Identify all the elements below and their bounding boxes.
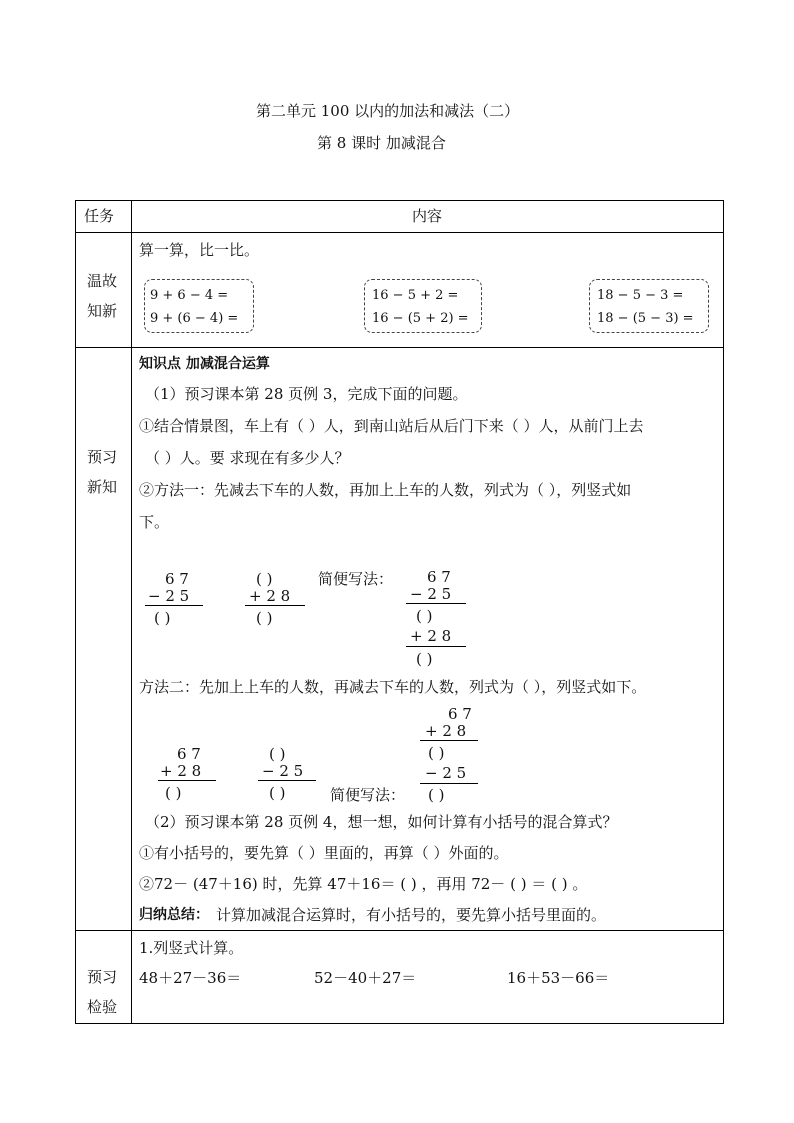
summary-text: 计算加减混合运算时，有小括号的，要先算小括号里面的。 <box>216 906 607 924</box>
vertical-digit: − 2 5 <box>148 587 190 605</box>
calc-expression: 16 − 5 + 2 = <box>372 288 459 303</box>
calc-expression: 9 + (6 − 4) = <box>150 311 239 326</box>
vertical-digit: ( ) <box>256 570 273 588</box>
vertical-line <box>420 740 478 741</box>
vertical-digit: + 2 8 <box>249 587 291 605</box>
column-divider <box>131 200 132 1024</box>
vertical-digit: 6 7 <box>427 568 451 586</box>
vertical-digit: − 2 5 <box>262 762 304 780</box>
row-label-review-1: 温故 <box>87 272 118 290</box>
question-1: （1）预习课本第 28 页例 3，完成下面的问题。 <box>145 385 468 403</box>
vertical-digit: 6 7 <box>165 570 189 588</box>
row-label-review-2: 知新 <box>87 302 118 320</box>
vertical-line <box>420 783 478 784</box>
page-subtitle: 第 8 课时 加减混合 <box>317 134 446 152</box>
question-1a-line1: ①结合情景图，车上有（ ）人，到南山站后从后门下来（ ）人，从前门上去 <box>139 417 644 435</box>
question-1a-line2: （ ）人。要 求现在有多少人？ <box>145 449 350 467</box>
vertical-result: ( ) <box>154 609 171 627</box>
header-task: 任务 <box>84 207 115 225</box>
vertical-digit: 6 7 <box>448 705 472 723</box>
vertical-line <box>258 780 316 781</box>
vertical-result: ( ) <box>428 744 445 762</box>
row-divider <box>75 347 724 348</box>
review-instruction: 算一算，比一比。 <box>139 241 260 259</box>
header-content: 内容 <box>412 207 443 225</box>
vertical-result: ( ) <box>165 784 182 802</box>
simple-label: 简便写法： <box>318 570 394 588</box>
vertical-digit: + 2 8 <box>410 627 452 645</box>
vertical-digit: ( ) <box>269 745 286 763</box>
vertical-line <box>406 646 466 647</box>
summary-label: 归纳总结： <box>139 907 209 923</box>
vertical-result: ( ) <box>269 784 286 802</box>
calc-expression: 16 − (5 + 2) = <box>372 311 469 326</box>
row-label-preview-2: 新知 <box>87 478 118 496</box>
simple-label: 简便写法： <box>330 786 406 804</box>
vertical-result: ( ) <box>416 607 433 625</box>
question-2a: ①有小括号的，要先算（ ）里面的，再算（ ）外面的。 <box>139 844 509 862</box>
vertical-line <box>158 780 216 781</box>
vertical-result: ( ) <box>416 650 433 668</box>
vertical-digit: 6 7 <box>177 745 201 763</box>
vertical-digit: − 2 5 <box>425 764 467 782</box>
calc-expression: 9 + 6 − 4 = <box>150 288 229 303</box>
knowledge-heading: 知识点 加减混合运算 <box>139 356 270 372</box>
question-1b-line2: 下。 <box>139 513 170 531</box>
question-1b-line1: ②方法一：先减去下车的人数，再加上上车的人数，列式为（ ），列竖式如 <box>139 481 632 499</box>
row-divider <box>75 930 724 931</box>
vertical-line <box>245 605 305 606</box>
method-2-line: 方法二：先加上上车的人数，再减去下车的人数，列式为（ ），列竖式如下。 <box>139 678 647 696</box>
row-label-check-1: 预习 <box>87 968 118 986</box>
question-2b: ②72－ (47＋16) 时，先算 47＋16＝ ( ) ，再用 72－ ( ) ＝ ( ) 。 <box>139 875 588 893</box>
row-label-check-2: 检验 <box>87 998 118 1016</box>
vertical-result: ( ) <box>428 786 445 804</box>
check-problem: 48＋27－36＝ <box>139 969 242 987</box>
page-title: 第二单元 100 以内的加法和减法（二） <box>256 102 520 120</box>
check-problem: 16＋53－66＝ <box>507 969 610 987</box>
vertical-digit: + 2 8 <box>425 722 467 740</box>
vertical-result: ( ) <box>256 609 273 627</box>
row-label-preview-1: 预习 <box>87 448 118 466</box>
calc-expression: 18 − 5 − 3 = <box>597 288 684 303</box>
row-divider <box>75 232 724 233</box>
calc-expression: 18 − (5 − 3) = <box>597 311 694 326</box>
vertical-digit: + 2 8 <box>160 762 202 780</box>
vertical-line <box>406 603 466 604</box>
vertical-line <box>145 605 203 606</box>
question-2: （2）预习课本第 28 页例 4，想一想，如何计算有小括号的混合算式？ <box>145 813 618 831</box>
vertical-digit: − 2 5 <box>410 585 452 603</box>
check-instruction: 1.列竖式计算。 <box>139 939 244 957</box>
check-problem: 52－40＋27＝ <box>314 969 417 987</box>
